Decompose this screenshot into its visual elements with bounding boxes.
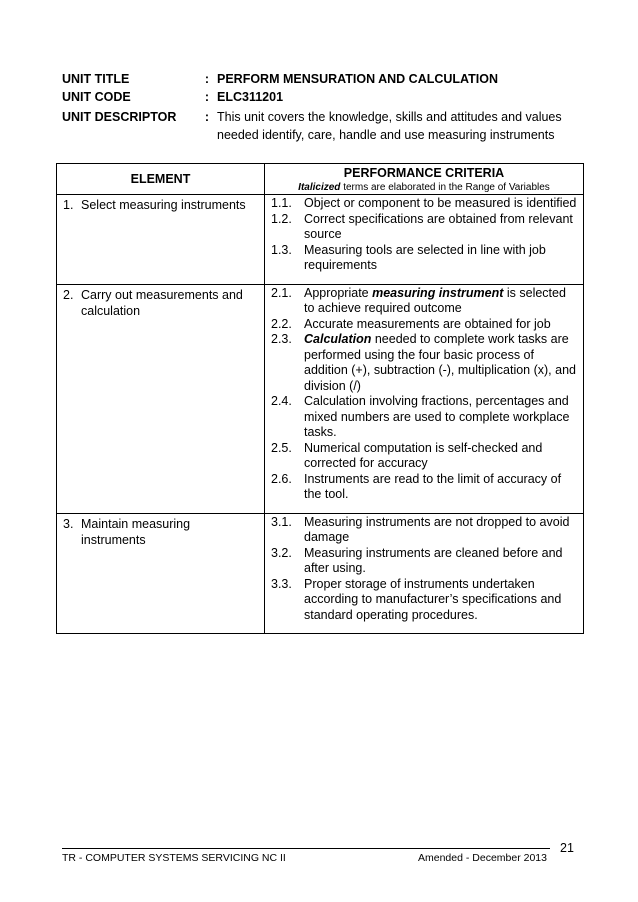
criteria-header-note	[265, 181, 583, 194]
criteria-text-post: is selected to achieve required outcome	[304, 285, 566, 315]
criteria-text-post: Correct specifications are obtained from relevant source	[304, 211, 573, 241]
criteria-item	[271, 212, 577, 243]
criteria-text-post: Calculation involving fractions, percentages and mixed numbers are used to complete workplace tasks.	[304, 394, 570, 439]
criteria-text	[304, 577, 577, 624]
footer-rule	[62, 848, 550, 849]
unit-title-value: PERFORM MENSURATION AND CALCULATION	[217, 72, 498, 86]
criteria-text-post: needed to complete work tasks are performed using the four basic process of addition (+), subtraction (-), multiplication (x), and division (/)	[304, 332, 576, 393]
competency-table	[56, 163, 584, 634]
element-text: Carry out measurements and calculation	[81, 287, 243, 318]
criteria-list	[265, 514, 583, 634]
criteria-note-rest: terms are elaborated in the Range of Variables	[340, 182, 550, 193]
criteria-text-post: Proper storage of instruments undertaken according to manufacturer’s specifications and standard operating procedures.	[304, 576, 562, 622]
element-item	[57, 285, 264, 319]
criteria-number: 2.4.	[271, 394, 292, 408]
criteria-header-title: PERFORMANCE CRITERIA	[343, 166, 505, 180]
criteria-item	[271, 472, 577, 503]
criteria-number: 2.3.	[271, 332, 292, 346]
criteria-item	[271, 196, 577, 212]
criteria-number: 2.6.	[271, 471, 292, 486]
criteria-text-post: Measuring tools are selected in line with job requirements	[304, 242, 546, 272]
criteria-column-header	[265, 164, 584, 195]
footer-left-text: TR - COMPUTER SYSTEMS SERVICING NC II	[62, 852, 286, 864]
criteria-text	[304, 515, 577, 546]
criteria-item	[271, 546, 577, 577]
criteria-text-post: Numerical computation is self-checked and corrected for accuracy	[304, 440, 543, 470]
criteria-text-post: Measuring instruments are cleaned before and after using.	[304, 545, 563, 575]
criteria-note-italic: Italicized	[298, 182, 341, 193]
page-number: 21	[560, 841, 574, 855]
criteria-number: 3.2.	[271, 545, 292, 560]
criteria-text	[304, 317, 577, 333]
criteria-number: 1.2.	[271, 211, 292, 226]
criteria-list	[265, 285, 583, 513]
element-item	[57, 514, 264, 548]
criteria-number: 2.1.	[271, 285, 292, 300]
criteria-text	[304, 441, 577, 472]
unit-code-label: UNIT CODE	[62, 90, 131, 104]
criteria-text	[304, 196, 577, 212]
criteria-text	[304, 243, 577, 274]
criteria-text	[304, 286, 577, 317]
criteria-range-term: Calculation	[304, 332, 372, 346]
element-cell	[57, 513, 265, 634]
footer-right-text: Amended - December 2013	[418, 852, 547, 864]
table-row	[57, 284, 584, 513]
criteria-number: 2.5.	[271, 440, 292, 455]
element-number: 1.	[63, 198, 74, 212]
element-cell	[57, 284, 265, 513]
element-column-header: ELEMENT	[57, 164, 265, 195]
criteria-item	[271, 577, 577, 624]
criteria-cell	[265, 513, 584, 634]
unit-descriptor-label: UNIT DESCRIPTOR	[62, 110, 177, 124]
criteria-text	[304, 546, 577, 577]
unit-title-label: UNIT TITLE	[62, 72, 130, 86]
criteria-item	[271, 243, 577, 274]
element-number: 3.	[63, 516, 74, 531]
criteria-list	[265, 195, 583, 284]
unit-descriptor-colon: :	[204, 110, 210, 124]
criteria-text-post: Measuring instruments are not dropped to avoid damage	[304, 514, 570, 544]
unit-title-colon: :	[204, 72, 210, 86]
unit-title-row	[62, 70, 582, 88]
criteria-number: 1.1.	[271, 196, 292, 210]
criteria-item	[271, 441, 577, 472]
criteria-cell	[265, 195, 584, 285]
criteria-text-pre: Appropriate	[304, 285, 373, 300]
element-item	[57, 195, 264, 213]
table-body	[57, 195, 584, 634]
criteria-number: 3.1.	[271, 514, 292, 529]
unit-code-row	[62, 88, 582, 106]
criteria-cell	[265, 284, 584, 513]
unit-descriptor-value: This unit covers the knowledge, skills and attitudes and values needed identify, care, handle and use measuring instruments	[217, 110, 562, 142]
criteria-text-post: Object or component to be measured is identified	[304, 196, 577, 210]
criteria-text-post: Instruments are read to the limit of accuracy of the tool.	[304, 471, 562, 501]
element-text: Maintain measuring instruments	[81, 516, 191, 547]
criteria-number: 1.3.	[271, 242, 292, 257]
criteria-text	[304, 394, 577, 441]
table-row	[57, 195, 584, 285]
element-cell	[57, 195, 265, 285]
table-row	[57, 513, 584, 634]
unit-descriptor-row	[62, 108, 582, 144]
criteria-number: 2.2.	[271, 316, 292, 331]
criteria-text	[304, 332, 577, 394]
criteria-item	[271, 317, 577, 333]
criteria-item	[271, 332, 577, 394]
unit-code-value: ELC311201	[217, 90, 284, 104]
criteria-item	[271, 515, 577, 546]
criteria-text-post: Accurate measurements are obtained for job	[304, 316, 551, 331]
criteria-item	[271, 394, 577, 441]
criteria-number: 3.3.	[271, 576, 292, 591]
unit-code-colon: :	[204, 90, 210, 104]
element-number: 2.	[63, 287, 74, 302]
criteria-range-term: measuring instrument	[372, 285, 504, 300]
criteria-text	[304, 472, 577, 503]
unit-header	[62, 70, 582, 144]
criteria-item	[271, 286, 577, 317]
table-header-row	[57, 164, 584, 195]
criteria-text	[304, 212, 577, 243]
element-text: Select measuring instruments	[81, 198, 246, 212]
